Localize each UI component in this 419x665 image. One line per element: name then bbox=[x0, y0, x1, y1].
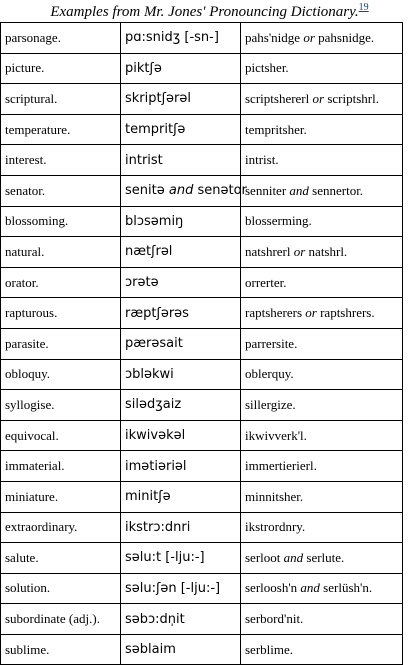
respelling-text: blosserming. bbox=[245, 213, 312, 229]
ipa-cell bbox=[121, 481, 241, 512]
ipa-cell bbox=[121, 298, 241, 329]
word-cell: blossoming. bbox=[1, 206, 121, 237]
table-row bbox=[1, 451, 403, 482]
table-row bbox=[1, 206, 403, 237]
footnote-link[interactable]: 19 bbox=[358, 2, 369, 13]
respelling-text: serloosh'n bbox=[245, 580, 298, 596]
table-row bbox=[1, 53, 403, 84]
table-row bbox=[1, 237, 403, 268]
respelling-cell bbox=[241, 84, 403, 115]
respelling-cell bbox=[241, 175, 403, 206]
word-cell: equivocal. bbox=[1, 420, 121, 451]
respelling-text: pictsher. bbox=[245, 60, 289, 76]
conjunction: and bbox=[168, 183, 194, 199]
ipa-text: tempritʃə bbox=[125, 122, 186, 138]
ipa-cell bbox=[121, 512, 241, 543]
word-cell: syllogise. bbox=[1, 390, 121, 421]
ipa-text: ɔrətə bbox=[125, 275, 159, 291]
table-row bbox=[1, 573, 403, 604]
word-cell: salute. bbox=[1, 543, 121, 574]
conjunction: and bbox=[283, 549, 304, 565]
table-row bbox=[1, 267, 403, 298]
ipa-cell bbox=[121, 175, 247, 206]
ipa-cell bbox=[121, 359, 241, 390]
word-cell: picture. bbox=[1, 53, 121, 84]
ipa-text: senitə bbox=[125, 183, 165, 199]
table-row bbox=[1, 512, 403, 543]
ipa-cell bbox=[121, 573, 241, 604]
ipa-text: nætʃrəl bbox=[125, 244, 173, 260]
ipa-text: skriptʃərəl bbox=[125, 91, 191, 107]
respelling-text: intrist. bbox=[245, 152, 279, 168]
respelling-text: serlute. bbox=[306, 549, 345, 565]
ipa-cell bbox=[121, 84, 241, 115]
conjunction: or bbox=[303, 29, 315, 45]
respelling-cell bbox=[241, 420, 403, 451]
ipa-text: ɔbləkwi bbox=[125, 366, 174, 382]
respelling-cell bbox=[241, 267, 403, 298]
respelling-cell bbox=[241, 359, 403, 390]
ipa-cell bbox=[121, 420, 241, 451]
respelling-text: serblime. bbox=[245, 641, 294, 657]
respelling-text: pahsnidge. bbox=[318, 29, 375, 45]
conjunction: or bbox=[305, 305, 317, 321]
word-cell: solution. bbox=[1, 573, 121, 604]
word-cell: obloquy. bbox=[1, 359, 121, 390]
ipa-text: pɑ:snidʒ [-sn-] bbox=[125, 30, 219, 46]
ipa-cell bbox=[121, 604, 241, 635]
respelling-cell bbox=[241, 481, 403, 512]
respelling-text: scriptshererl bbox=[245, 90, 310, 106]
respelling-text: raptsherers bbox=[245, 305, 303, 321]
respelling-text: natshrl. bbox=[308, 243, 348, 259]
conjunction: and bbox=[289, 182, 309, 198]
respelling-cell bbox=[241, 237, 403, 268]
table-row bbox=[1, 390, 403, 421]
ipa-cell bbox=[121, 390, 241, 421]
respelling-text: raptshrers. bbox=[320, 305, 375, 321]
caption-text: Examples from Mr. Jones' Pronouncing Dictionary. bbox=[50, 4, 359, 20]
respelling-text: senniter bbox=[245, 182, 287, 198]
respelling-text: natshrerl bbox=[245, 243, 291, 259]
ipa-cell bbox=[121, 543, 241, 574]
word-cell: interest. bbox=[1, 145, 121, 176]
respelling-text: minnitsher. bbox=[245, 488, 304, 504]
respelling-cell bbox=[241, 604, 403, 635]
word-cell: parsonage. bbox=[1, 23, 121, 54]
respelling-text: serbord'nit. bbox=[245, 611, 304, 627]
table-row bbox=[1, 420, 403, 451]
table-row bbox=[1, 359, 403, 390]
respelling-cell bbox=[241, 298, 403, 329]
table-caption bbox=[0, 0, 419, 22]
word-cell: subordinate (adj.). bbox=[1, 604, 121, 635]
table-row bbox=[1, 328, 403, 359]
table-row bbox=[1, 145, 403, 176]
ipa-text: silədʒaiz bbox=[125, 397, 182, 413]
ipa-cell bbox=[121, 451, 241, 482]
respelling-cell bbox=[241, 328, 403, 359]
table-row bbox=[1, 175, 403, 206]
respelling-text: ikwivverk'l. bbox=[245, 427, 307, 443]
respelling-text: scriptshrl. bbox=[327, 90, 379, 106]
pronunciation-table bbox=[0, 22, 403, 665]
ipa-cell bbox=[121, 206, 241, 237]
respelling-cell bbox=[241, 114, 403, 145]
ipa-text: imətiəriəl bbox=[125, 458, 187, 474]
ipa-text: ikstrɔ:dnri bbox=[125, 519, 191, 535]
word-cell: miniature. bbox=[1, 481, 121, 512]
ipa-text: ræptʃərəs bbox=[125, 305, 189, 321]
ipa-text: ikwivəkəl bbox=[125, 428, 186, 444]
word-cell: extraordinary. bbox=[1, 512, 121, 543]
table-body bbox=[1, 23, 403, 665]
respelling-text: orrerter. bbox=[245, 274, 287, 290]
respelling-cell bbox=[241, 512, 403, 543]
ipa-text: pærəsait bbox=[125, 336, 183, 352]
table-row bbox=[1, 604, 403, 635]
ipa-cell bbox=[121, 328, 241, 359]
word-cell: immaterial. bbox=[1, 451, 121, 482]
respelling-text: pahs'nidge bbox=[245, 29, 301, 45]
respelling-cell bbox=[241, 451, 403, 482]
table-row bbox=[1, 23, 403, 54]
word-cell: sublime. bbox=[1, 634, 121, 665]
table-row bbox=[1, 481, 403, 512]
ipa-cell bbox=[121, 237, 241, 268]
respelling-text: ikstrordnry. bbox=[245, 519, 306, 535]
respelling-text: serlüsh'n. bbox=[323, 580, 373, 596]
ipa-cell bbox=[121, 23, 241, 54]
respelling-cell bbox=[241, 634, 403, 665]
respelling-cell bbox=[241, 53, 403, 84]
table-row bbox=[1, 114, 403, 145]
respelling-cell bbox=[241, 145, 403, 176]
respelling-text: sennertor. bbox=[312, 182, 364, 198]
respelling-text: tempritsher. bbox=[245, 121, 307, 137]
respelling-text: parrersite. bbox=[245, 335, 298, 351]
table-row bbox=[1, 634, 403, 665]
respelling-text: oblerquy. bbox=[245, 366, 294, 382]
respelling-cell bbox=[241, 206, 403, 237]
ipa-text: səblaim bbox=[125, 642, 176, 658]
word-cell: natural. bbox=[1, 237, 121, 268]
respelling-cell bbox=[241, 23, 403, 54]
ipa-text: piktʃə bbox=[125, 60, 162, 76]
respelling-text: sillergize. bbox=[245, 396, 296, 412]
table-row bbox=[1, 298, 403, 329]
ipa-cell bbox=[121, 53, 241, 84]
ipa-cell bbox=[121, 145, 241, 176]
word-cell: rapturous. bbox=[1, 298, 121, 329]
ipa-text: intrist bbox=[125, 152, 163, 168]
table-row bbox=[1, 84, 403, 115]
word-cell: scriptural. bbox=[1, 84, 121, 115]
ipa-cell bbox=[121, 634, 241, 665]
respelling-text: immertierierl. bbox=[245, 458, 317, 474]
ipa-text: səbɔ:dn̩it bbox=[125, 611, 185, 627]
word-cell: orator. bbox=[1, 267, 121, 298]
ipa-text: minitʃə bbox=[125, 489, 171, 505]
conjunction: and bbox=[300, 580, 320, 596]
ipa-text: səlu:t [-lju:-] bbox=[125, 550, 205, 566]
respelling-text: serloot bbox=[245, 549, 281, 565]
table-row bbox=[1, 543, 403, 574]
ipa-cell bbox=[121, 267, 241, 298]
word-cell: senator. bbox=[1, 175, 121, 206]
conjunction: or bbox=[293, 243, 306, 259]
respelling-cell bbox=[241, 573, 403, 604]
respelling-cell bbox=[241, 543, 403, 574]
ipa-text: blɔsəmiŋ bbox=[125, 213, 184, 229]
ipa-text: səlu:ʃən [-lju:-] bbox=[125, 580, 221, 596]
ipa-cell bbox=[121, 114, 241, 145]
respelling-cell bbox=[241, 390, 403, 421]
word-cell: temperature. bbox=[1, 114, 121, 145]
conjunction: or bbox=[312, 90, 325, 106]
word-cell: parasite. bbox=[1, 328, 121, 359]
ipa-text: senətor bbox=[197, 183, 247, 199]
